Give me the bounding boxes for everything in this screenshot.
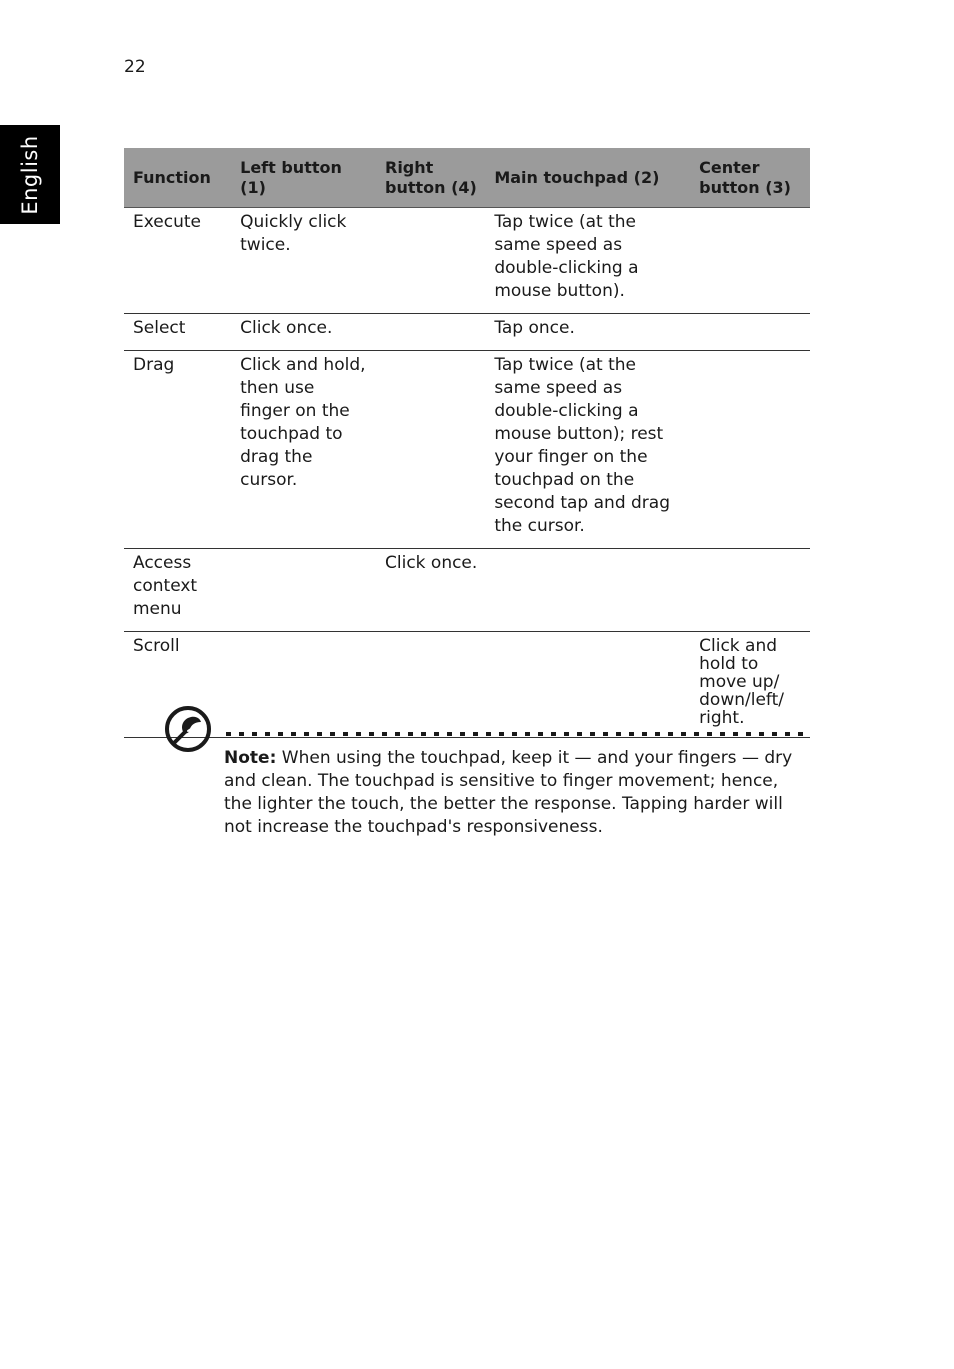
cell-center-button: Click and hold to move up/ down/left/ right. — [690, 632, 810, 738]
language-tab-label: English — [18, 135, 42, 215]
cell-function: Drag — [124, 351, 231, 549]
cell-main-touchpad: Tap once. — [485, 314, 690, 351]
table-header-row — [124, 148, 810, 208]
cell-main-touchpad: Tap twice (at the same speed as double-clicking a mouse button); rest your finger on the touchpad on the second tap and drag the cursor. — [485, 351, 690, 549]
cell-left-button: Click and hold, then use finger on the touchpad to drag the cursor. — [231, 351, 376, 549]
header-right-button: Right button (4) — [376, 148, 485, 208]
language-tab — [0, 125, 60, 224]
table-row — [124, 351, 810, 549]
note-paragraph — [224, 747, 810, 839]
cell-left-button: Click once. — [231, 314, 376, 351]
cell-center-button — [690, 208, 810, 314]
table-row — [124, 314, 810, 351]
cell-right-button — [376, 208, 485, 314]
cell-left-button: Quickly click twice. — [231, 208, 376, 314]
cell-center-button — [690, 351, 810, 549]
cell-main-touchpad — [485, 549, 690, 632]
note-pen-icon — [164, 705, 212, 753]
cell-function: Select — [124, 314, 231, 351]
cell-left-button — [231, 549, 376, 632]
cell-right-button — [376, 314, 485, 351]
header-center-button: Center button (3) — [690, 148, 810, 208]
cell-center-button — [690, 314, 810, 351]
cell-right-button: Click once. — [376, 549, 485, 632]
cell-center-button — [690, 549, 810, 632]
cell-right-button — [376, 351, 485, 549]
header-left-button: Left button (1) — [231, 148, 376, 208]
page-number: 22 — [124, 57, 146, 77]
cell-function: Access context menu — [124, 549, 231, 632]
header-main-touchpad: Main touchpad (2) — [485, 148, 690, 208]
cell-function: Execute — [124, 208, 231, 314]
note-divider — [224, 722, 810, 728]
note-body: When using the touchpad, keep it — and your fingers — dry and clean. The touchpad is sensitive to finger movement; hence, the lighter the touch, the better the response. Tapping harder will not increase the touchpad's responsiveness. — [224, 748, 793, 837]
header-function: Function — [124, 148, 231, 208]
table-row — [124, 208, 810, 314]
cell-function: Scroll — [124, 632, 231, 738]
note-label: Note: — [224, 748, 277, 768]
touchpad-function-table — [124, 148, 810, 738]
table-row — [124, 549, 810, 632]
cell-main-touchpad: Tap twice (at the same speed as double-clicking a mouse button). — [485, 208, 690, 314]
